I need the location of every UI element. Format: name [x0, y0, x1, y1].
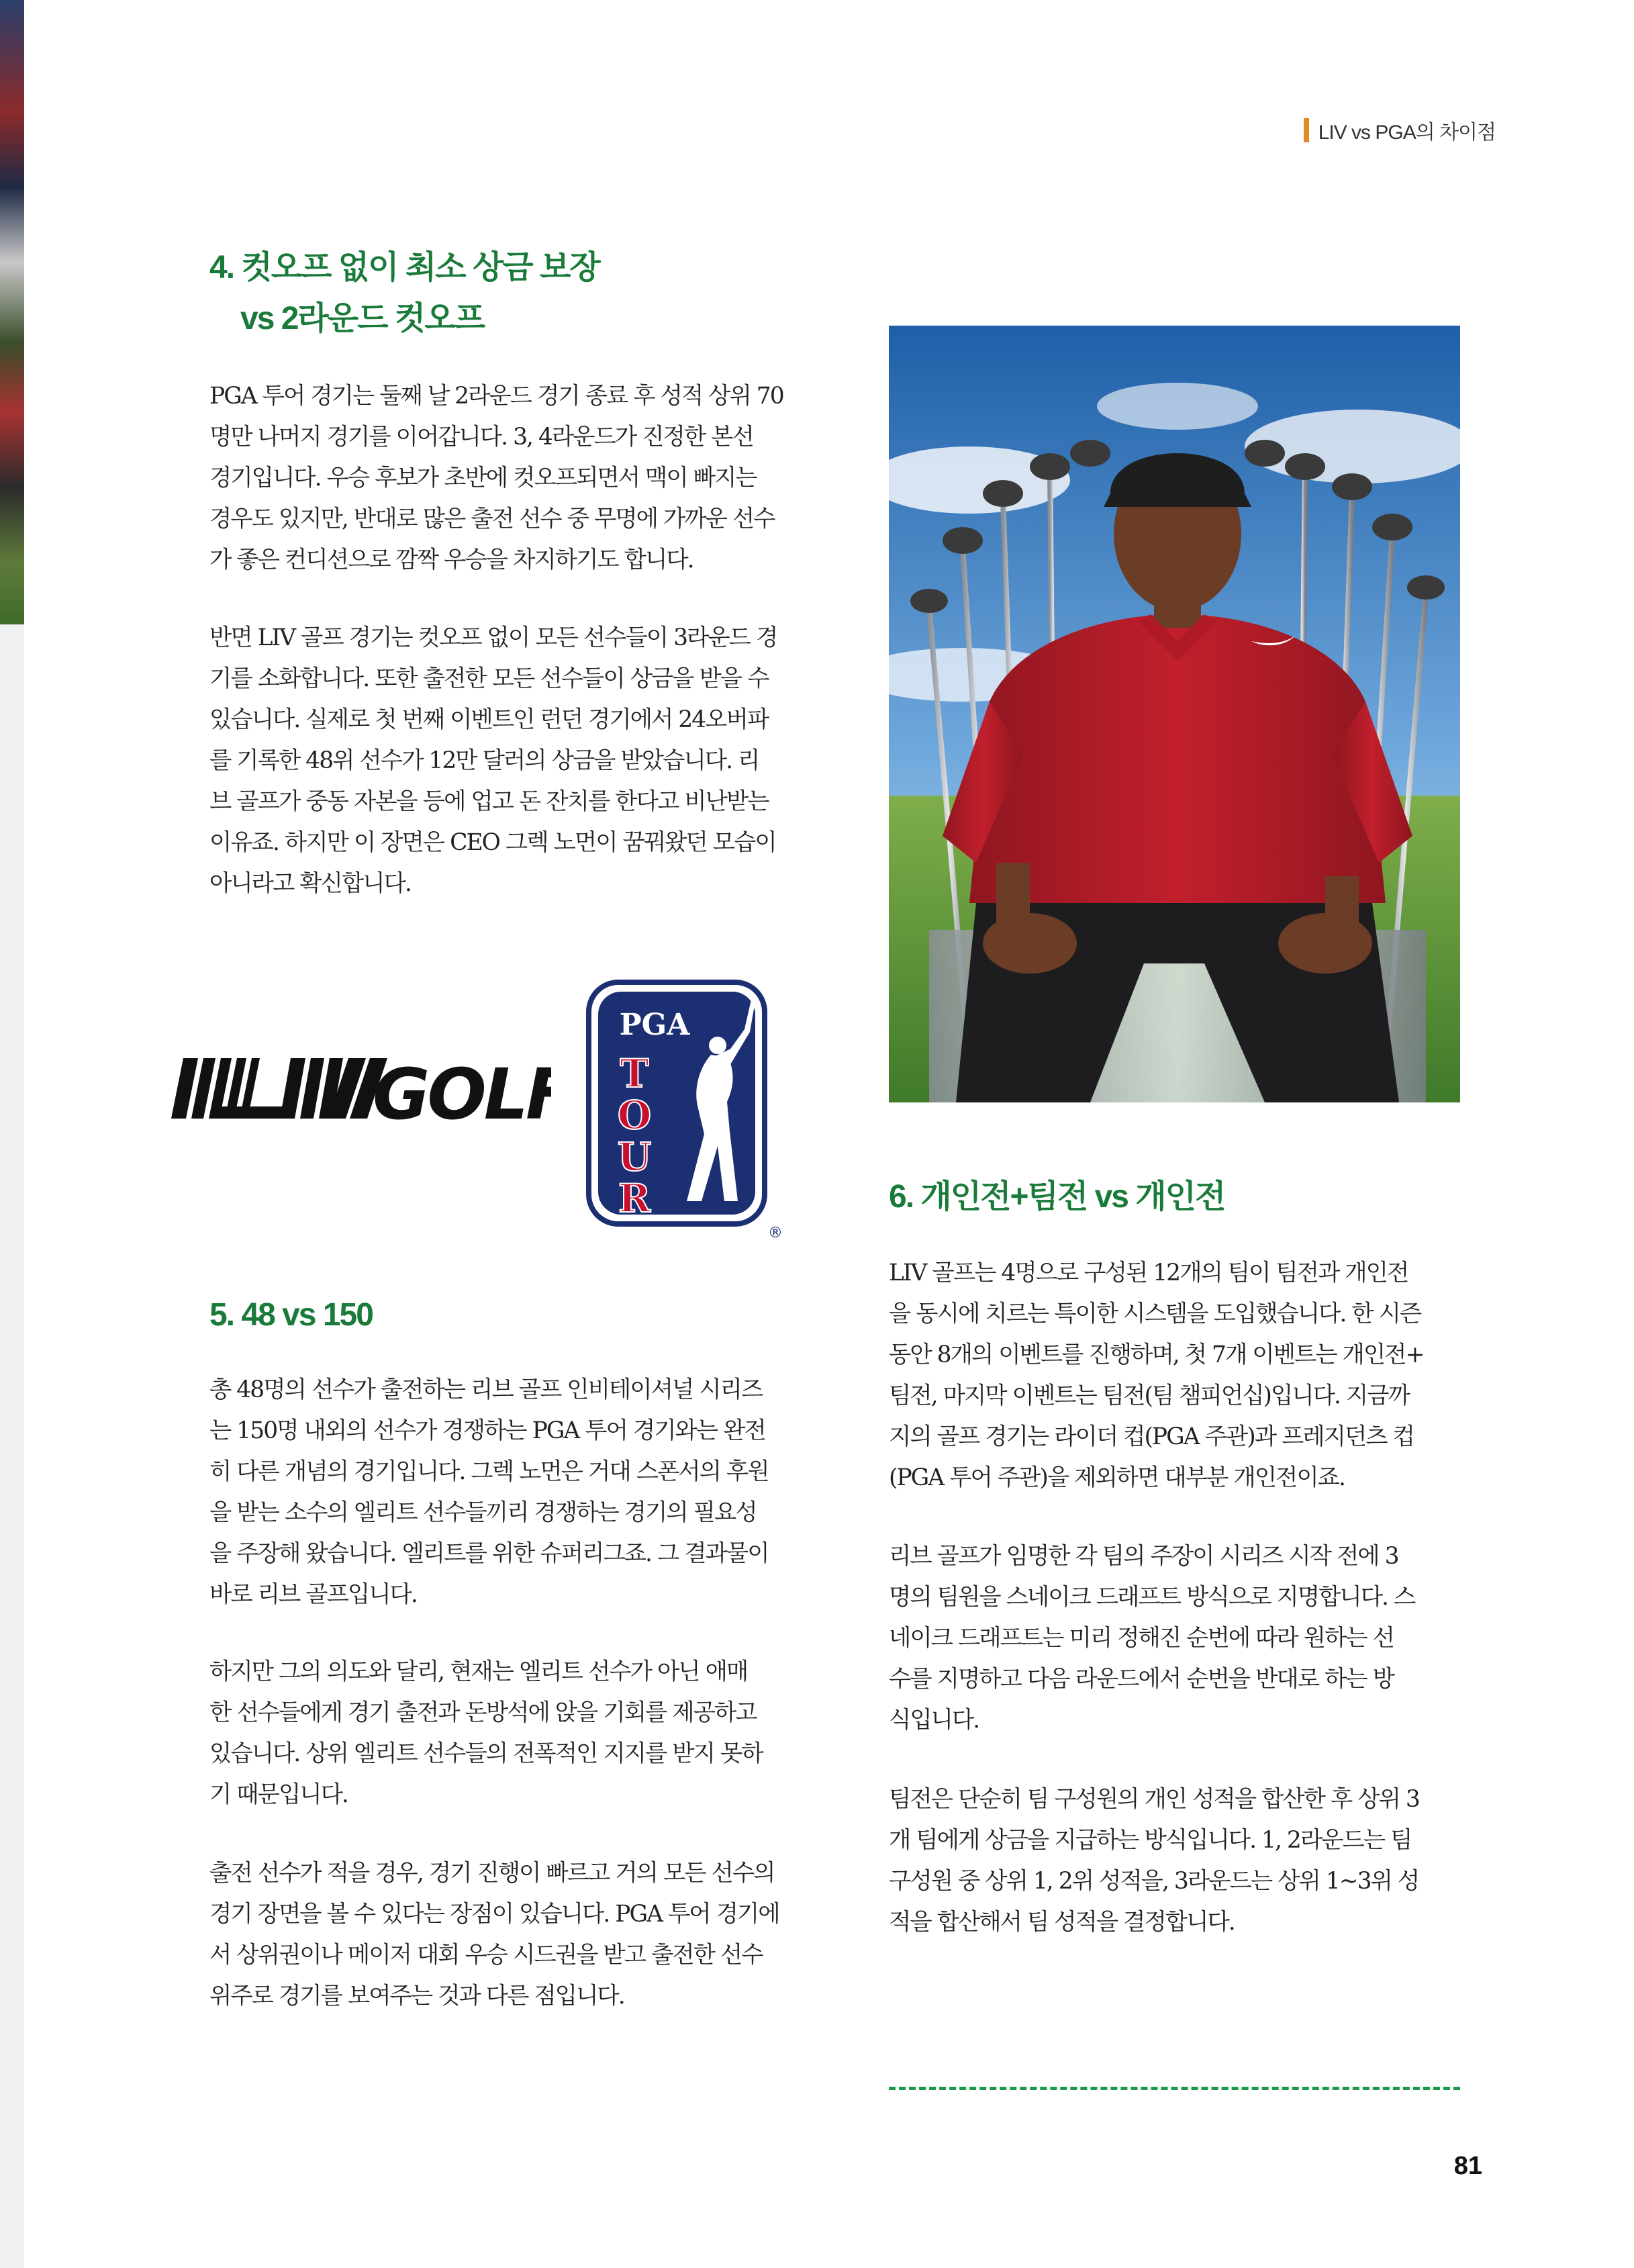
- section-divider-rule: [889, 2087, 1460, 2090]
- header-accent-bar: [1304, 118, 1309, 142]
- paragraph-line: 하지만 그의 의도와 달리, 현재는 엘리트 선수가 아닌 애매: [209, 1658, 748, 1685]
- paragraph-line: 바로 리브 골프입니다.: [209, 1581, 417, 1608]
- paragraph-line: 명만 나머지 경기를 이어갑니다. 3, 4라운드가 진정한 본선: [209, 424, 753, 451]
- pga-tour-letter-u: U: [617, 1134, 652, 1180]
- pga-tour-logo: [586, 980, 787, 1244]
- paragraph-line: 있습니다. 상위 엘리트 선수들의 전폭적인 지지를 받지 못하: [209, 1740, 763, 1767]
- paragraph-line: 한 선수들에게 경기 출전과 돈방석에 앉을 기회를 제공하고: [209, 1699, 757, 1726]
- section-6-paragraph-3: [889, 1779, 1460, 1943]
- paragraph-line: LIV 골프는 4명으로 구성된 12개의 팀이 팀전과 개인전: [889, 1260, 1408, 1286]
- paragraph-line: PGA 투어 경기는 둘째 날 2라운드 경기 종료 후 성적 상위 70: [209, 383, 783, 410]
- section-4-paragraph-1: [209, 376, 812, 581]
- paragraph-line: 수를 지명하고 다음 라운드에서 순번을 반대로 하는 방: [889, 1666, 1394, 1693]
- paragraph-line: 지의 골프 경기는 라이더 컵(PGA 주관)과 프레지던츠 컵: [889, 1423, 1414, 1450]
- paragraph-line: 경우도 있지만, 반대로 많은 출전 선수 중 무명에 가까운 선수: [209, 506, 775, 532]
- pga-tour-letter-o: O: [617, 1092, 652, 1138]
- paragraph-line: 브 골프가 중동 자본을 등에 업고 돈 잔치를 한다고 비난받는: [209, 788, 769, 815]
- pga-tour-letter-t: T: [620, 1051, 649, 1096]
- header-section-tag: LIV vs PGA의 차이점: [1318, 122, 1496, 144]
- paragraph-line: 을 받는 소수의 엘리트 선수들끼리 경쟁하는 경기의 필요성: [209, 1499, 757, 1526]
- pga-tour-registered-mark: ®: [768, 1225, 783, 1241]
- paragraph-line: 는 150명 내외의 선수가 경쟁하는 PGA 투어 경기와는 완전: [209, 1417, 765, 1444]
- paragraph-line: 네이크 드래프트는 미리 정해진 순번에 따라 원하는 선: [889, 1625, 1394, 1652]
- paragraph-line: 개 팀에게 상금을 지급하는 방식입니다. 1, 2라운드는 팀: [889, 1827, 1412, 1854]
- paragraph-line: 명의 팀원을 스네이크 드래프트 방식으로 지명합니다. 스: [889, 1584, 1415, 1611]
- paragraph-line: 를 기록한 48위 선수가 12만 달러의 상금을 받았습니다. 리: [209, 747, 759, 774]
- liv-wordmark-graphic: [171, 1058, 387, 1119]
- paragraph-line: 히 다른 개념의 경기입니다. 그렉 노먼은 거대 스폰서의 후원: [209, 1458, 769, 1485]
- paragraph-line: 이유죠. 하지만 이 장면은 CEO 그렉 노먼이 꿈꿔왔던 모습이: [209, 829, 776, 856]
- paragraph-line: 팀전, 마지막 이벤트는 팀전(팀 챔피언십)입니다. 지금까: [889, 1382, 1409, 1409]
- golfer-throne-photo: [889, 326, 1460, 1102]
- paragraph-line: 을 주장해 왔습니다. 엘리트를 위한 슈퍼리그죠. 그 결과물이: [209, 1540, 769, 1567]
- section-6-paragraph-2: [889, 1536, 1460, 1741]
- liv-golf-logo: [171, 1051, 551, 1128]
- liv-golf-word: GOLF: [373, 1053, 551, 1125]
- paragraph-line: 아니라고 확신합니다.: [209, 870, 411, 897]
- section-6-title: 6. 개인전+팀전 vs 개인전: [889, 1179, 1225, 1215]
- paragraph-line: 출전 선수가 적을 경우, 경기 진행이 빠르고 거의 모든 선수의: [209, 1860, 775, 1887]
- page-edge-photo: [0, 0, 24, 624]
- paragraph-line: 적을 합산해서 팀 성적을 결정합니다.: [889, 1909, 1235, 1936]
- paragraph-line: 총 48명의 선수가 출전하는 리브 골프 인비테이셔널 시리즈: [209, 1376, 763, 1403]
- section-4-paragraph-2: [209, 618, 812, 904]
- paragraph-line: 있습니다. 실제로 첫 번째 이벤트인 런던 경기에서 24오버파: [209, 706, 769, 733]
- pga-tour-pga-text: PGA: [619, 1008, 690, 1042]
- paragraph-line: 가 좋은 컨디션으로 깜짝 우승을 차지하기도 합니다.: [209, 547, 693, 573]
- paragraph-line: 기 때문입니다.: [209, 1781, 348, 1808]
- section-6-paragraph-1: [889, 1253, 1460, 1499]
- section-5-paragraph-1: [209, 1370, 812, 1615]
- paragraph-line: 동안 8개의 이벤트를 진행하며, 첫 7개 이벤트는 개인전+: [889, 1341, 1424, 1368]
- paragraph-line: 리브 골프가 임명한 각 팀의 주장이 시리즈 시작 전에 3: [889, 1543, 1398, 1570]
- paragraph-line: 경기입니다. 우승 후보가 초반에 컷오프되면서 맥이 빠지는: [209, 465, 757, 491]
- paragraph-line: 식입니다.: [889, 1707, 979, 1734]
- running-header: [1304, 115, 1496, 145]
- paragraph-line: 경기 장면을 볼 수 있다는 장점이 있습니다. PGA 투어 경기에: [209, 1901, 779, 1928]
- pga-tour-letter-r: R: [618, 1176, 651, 1221]
- page-number: 81: [1453, 2152, 1482, 2180]
- paragraph-line: (PGA 투어 주관)을 제외하면 대부분 개인전이죠.: [889, 1464, 1345, 1491]
- section-5-paragraph-3: [209, 1853, 812, 2017]
- paragraph-line: 서 상위권이나 메이저 대회 우승 시드권을 받고 출전한 선수: [209, 1942, 763, 1969]
- paragraph-line: 기를 소화합니다. 또한 출전한 모든 선수들이 상금을 받을 수: [209, 665, 769, 692]
- paragraph-line: 팀전은 단순히 팀 구성원의 개인 성적을 합산한 후 상위 3: [889, 1786, 1419, 1813]
- section-5-title: 5. 48 vs 150: [209, 1297, 373, 1333]
- paragraph-line: 반면 LIV 골프 경기는 컷오프 없이 모든 선수들이 3라운드 경: [209, 624, 777, 651]
- paragraph-line: 위주로 경기를 보여주는 것과 다른 점입니다.: [209, 1983, 624, 2010]
- section-4-title-line-2: vs 2라운드 컷오프: [240, 301, 484, 336]
- section-5-paragraph-2: [209, 1652, 812, 1815]
- paragraph-line: 구성원 중 상위 1, 2위 성적을, 3라운드는 상위 1~3위 성: [889, 1868, 1419, 1895]
- paragraph-line: 을 동시에 치르는 특이한 시스템을 도입했습니다. 한 시즌: [889, 1301, 1421, 1327]
- section-4-title-line-1: 4. 컷오프 없이 최소 상금 보장: [209, 250, 599, 285]
